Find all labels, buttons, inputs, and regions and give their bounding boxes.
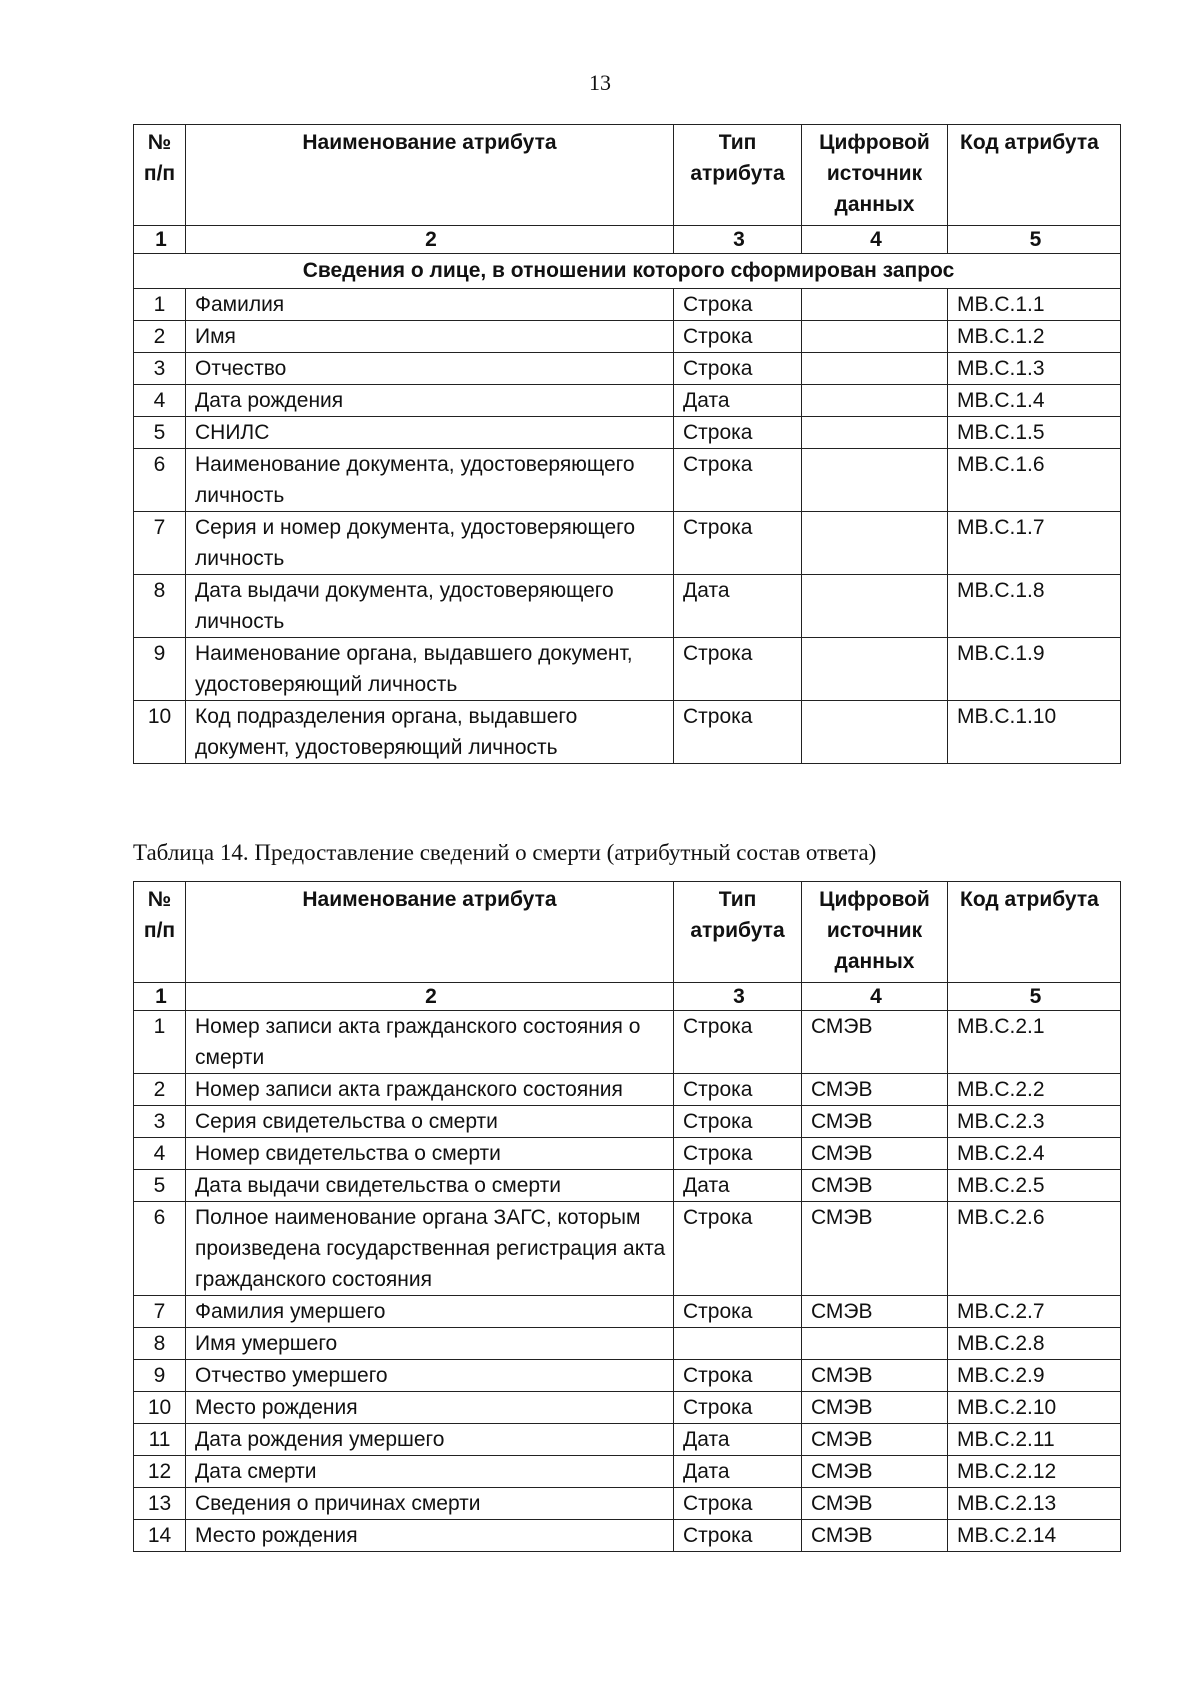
- table-header-row: [134, 882, 1121, 983]
- attribute-code: MB.C.1.9: [948, 638, 1121, 701]
- attribute-code: MB.C.2.9: [948, 1360, 1121, 1392]
- attribute-code: MB.C.1.4: [948, 385, 1121, 417]
- data-source: СМЭВ: [802, 1424, 948, 1456]
- attribute-name: Дата рождения: [186, 385, 674, 417]
- attribute-type: Строка: [674, 353, 802, 385]
- attribute-name: Сведения о причинах смерти: [186, 1488, 674, 1520]
- column-number: 3: [674, 983, 802, 1011]
- attribute-name: Наименование документа, удостоверяющего личность: [186, 449, 674, 512]
- data-source: СМЭВ: [802, 1520, 948, 1552]
- header-attribute-name: Наименование атрибута: [186, 882, 674, 983]
- attribute-code: MB.C.2.12: [948, 1456, 1121, 1488]
- attribute-code: MB.C.1.3: [948, 353, 1121, 385]
- attribute-name: Место рождения: [186, 1520, 674, 1552]
- table-row: [134, 1138, 1121, 1170]
- column-number: 5: [948, 226, 1121, 254]
- row-number: 6: [134, 1202, 186, 1296]
- table-row: [134, 417, 1121, 449]
- table-row: [134, 385, 1121, 417]
- data-source: [802, 512, 948, 575]
- attribute-type: Строка: [674, 449, 802, 512]
- attribute-code: MB.C.2.14: [948, 1520, 1121, 1552]
- table-row: [134, 353, 1121, 385]
- data-source: СМЭВ: [802, 1296, 948, 1328]
- table-row: [134, 1360, 1121, 1392]
- data-source: СМЭВ: [802, 1202, 948, 1296]
- row-number: 3: [134, 353, 186, 385]
- section-title: Сведения о лице, в отношении которого сформирован запрос: [134, 254, 1121, 289]
- attribute-name: Серия и номер документа, удостоверяющего личность: [186, 512, 674, 575]
- attribute-code: MB.C.2.13: [948, 1488, 1121, 1520]
- data-source: СМЭВ: [802, 1456, 948, 1488]
- row-number: 2: [134, 1074, 186, 1106]
- attribute-code: MB.C.2.1: [948, 1011, 1121, 1074]
- data-source: [802, 321, 948, 353]
- table-row: [134, 1296, 1121, 1328]
- data-source: СМЭВ: [802, 1392, 948, 1424]
- death-info-attributes-body: [134, 983, 1121, 1552]
- death-info-attributes-table: [133, 881, 1121, 1552]
- header-attribute-name: Наименование атрибута: [186, 125, 674, 226]
- attribute-name: Место рождения: [186, 1392, 674, 1424]
- attribute-code: MB.C.2.10: [948, 1392, 1121, 1424]
- data-source: [802, 353, 948, 385]
- attribute-name: Фамилия: [186, 289, 674, 321]
- row-number: 7: [134, 1296, 186, 1328]
- attribute-type: Строка: [674, 1106, 802, 1138]
- attribute-name: Дата смерти: [186, 1456, 674, 1488]
- column-number: 5: [948, 983, 1121, 1011]
- row-number: 11: [134, 1424, 186, 1456]
- column-number: 1: [134, 226, 186, 254]
- attribute-type: Строка: [674, 1392, 802, 1424]
- row-number: 2: [134, 321, 186, 353]
- attribute-name: Отчество умершего: [186, 1360, 674, 1392]
- attribute-code: MB.C.1.10: [948, 701, 1121, 764]
- row-number: 10: [134, 701, 186, 764]
- header-attribute-code: Код атрибута: [948, 882, 1121, 983]
- attribute-name: СНИЛС: [186, 417, 674, 449]
- attribute-code: MB.C.1.6: [948, 449, 1121, 512]
- attribute-code: MB.C.2.6: [948, 1202, 1121, 1296]
- attribute-type: Дата: [674, 1424, 802, 1456]
- column-number: 4: [802, 226, 948, 254]
- data-source: [802, 1328, 948, 1360]
- attribute-name: Наименование органа, выдавшего документ, удостоверяющий личность: [186, 638, 674, 701]
- attribute-name: Номер записи акта гражданского состояния о смерти: [186, 1011, 674, 1074]
- table-row: [134, 1170, 1121, 1202]
- attribute-code: MB.C.2.2: [948, 1074, 1121, 1106]
- attribute-type: Строка: [674, 1202, 802, 1296]
- attribute-type: Строка: [674, 638, 802, 701]
- data-source: СМЭВ: [802, 1360, 948, 1392]
- attribute-type: Строка: [674, 1011, 802, 1074]
- row-number: 3: [134, 1106, 186, 1138]
- attribute-code: MB.C.2.8: [948, 1328, 1121, 1360]
- attribute-type: Дата: [674, 385, 802, 417]
- data-source: [802, 638, 948, 701]
- data-source: [802, 575, 948, 638]
- table-row: [134, 1488, 1121, 1520]
- row-number: 10: [134, 1392, 186, 1424]
- header-number: № п/п: [134, 882, 186, 983]
- attribute-code: MB.C.1.8: [948, 575, 1121, 638]
- attribute-name: Номер записи акта гражданского состояния: [186, 1074, 674, 1106]
- table-header-row: [134, 125, 1121, 226]
- table-row: [134, 1202, 1121, 1296]
- table-row: [134, 1074, 1121, 1106]
- attribute-code: MB.C.2.11: [948, 1424, 1121, 1456]
- attribute-type: Строка: [674, 512, 802, 575]
- header-attribute-type: Тип атрибута: [674, 125, 802, 226]
- attribute-code: MB.C.2.4: [948, 1138, 1121, 1170]
- attribute-name: Дата рождения умершего: [186, 1424, 674, 1456]
- attribute-type: Строка: [674, 289, 802, 321]
- table-row: [134, 1328, 1121, 1360]
- table-row: [134, 289, 1121, 321]
- row-number: 14: [134, 1520, 186, 1552]
- page-number: 13: [589, 70, 611, 95]
- column-number: 2: [186, 983, 674, 1011]
- table-row: [134, 701, 1121, 764]
- column-number-row: [134, 226, 1121, 254]
- data-source: [802, 289, 948, 321]
- attribute-code: MB.C.2.7: [948, 1296, 1121, 1328]
- header-attribute-type: Тип атрибута: [674, 882, 802, 983]
- attribute-type: [674, 1328, 802, 1360]
- header-number: № п/п: [134, 125, 186, 226]
- attribute-type: Строка: [674, 1074, 802, 1106]
- attribute-type: Строка: [674, 417, 802, 449]
- attribute-code: MB.C.1.5: [948, 417, 1121, 449]
- data-source: СМЭВ: [802, 1106, 948, 1138]
- attribute-type: Строка: [674, 1138, 802, 1170]
- row-number: 9: [134, 1360, 186, 1392]
- header-attribute-code: Код атрибута: [948, 125, 1121, 226]
- table-row: [134, 1392, 1121, 1424]
- attribute-type: Строка: [674, 701, 802, 764]
- attribute-code: MB.C.1.2: [948, 321, 1121, 353]
- row-number: 8: [134, 575, 186, 638]
- header-data-source: Цифровой источник данных: [802, 882, 948, 983]
- table-row: [134, 1424, 1121, 1456]
- table-row: [134, 575, 1121, 638]
- row-number: 5: [134, 417, 186, 449]
- column-number: 1: [134, 983, 186, 1011]
- attribute-type: Строка: [674, 1520, 802, 1552]
- attribute-name: Имя умершего: [186, 1328, 674, 1360]
- row-number: 4: [134, 1138, 186, 1170]
- table-row: [134, 1106, 1121, 1138]
- attribute-name: Полное наименование органа ЗАГС, которым произведена государственная регистрация акта гражданского состояния: [186, 1202, 674, 1296]
- attribute-name: Серия свидетельства о смерти: [186, 1106, 674, 1138]
- data-source: СМЭВ: [802, 1488, 948, 1520]
- attribute-type: Строка: [674, 1488, 802, 1520]
- table-row: [134, 638, 1121, 701]
- row-number: 1: [134, 289, 186, 321]
- table-row: [134, 1456, 1121, 1488]
- row-number: 12: [134, 1456, 186, 1488]
- table-row: [134, 321, 1121, 353]
- attribute-type: Строка: [674, 321, 802, 353]
- data-source: СМЭВ: [802, 1138, 948, 1170]
- attribute-name: Фамилия умершего: [186, 1296, 674, 1328]
- table-row: [134, 512, 1121, 575]
- attribute-type: Дата: [674, 1170, 802, 1202]
- table-row: [134, 1011, 1121, 1074]
- attribute-type: Дата: [674, 1456, 802, 1488]
- attribute-code: MB.C.2.3: [948, 1106, 1121, 1138]
- request-attributes-table: [133, 124, 1121, 764]
- attribute-code: MB.C.2.5: [948, 1170, 1121, 1202]
- attribute-type: Строка: [674, 1360, 802, 1392]
- data-source: [802, 417, 948, 449]
- column-number: 4: [802, 983, 948, 1011]
- row-number: 9: [134, 638, 186, 701]
- data-source: [802, 449, 948, 512]
- attribute-type: Строка: [674, 1296, 802, 1328]
- attribute-name: Отчество: [186, 353, 674, 385]
- data-source: [802, 701, 948, 764]
- table-row: [134, 449, 1121, 512]
- attribute-code: MB.C.1.1: [948, 289, 1121, 321]
- attribute-name: Дата выдачи документа, удостоверяющего личность: [186, 575, 674, 638]
- table-caption: Таблица 14. Предоставление сведений о смерти (атрибутный состав ответа): [133, 840, 877, 865]
- table-row: [134, 1520, 1121, 1552]
- section-row: [134, 254, 1121, 289]
- row-number: 8: [134, 1328, 186, 1360]
- row-number: 7: [134, 512, 186, 575]
- column-number-row: [134, 983, 1121, 1011]
- attribute-code: MB.C.1.7: [948, 512, 1121, 575]
- request-attributes-body: [134, 226, 1121, 764]
- row-number: 4: [134, 385, 186, 417]
- row-number: 6: [134, 449, 186, 512]
- attribute-type: Дата: [674, 575, 802, 638]
- data-source: [802, 385, 948, 417]
- header-data-source: Цифровой источник данных: [802, 125, 948, 226]
- row-number: 13: [134, 1488, 186, 1520]
- attribute-name: Имя: [186, 321, 674, 353]
- data-source: СМЭВ: [802, 1011, 948, 1074]
- row-number: 5: [134, 1170, 186, 1202]
- column-number: 3: [674, 226, 802, 254]
- row-number: 1: [134, 1011, 186, 1074]
- data-source: СМЭВ: [802, 1170, 948, 1202]
- data-source: СМЭВ: [802, 1074, 948, 1106]
- attribute-name: Код подразделения органа, выдавшего документ, удостоверяющий личность: [186, 701, 674, 764]
- attribute-name: Дата выдачи свидетельства о смерти: [186, 1170, 674, 1202]
- column-number: 2: [186, 226, 674, 254]
- attribute-name: Номер свидетельства о смерти: [186, 1138, 674, 1170]
